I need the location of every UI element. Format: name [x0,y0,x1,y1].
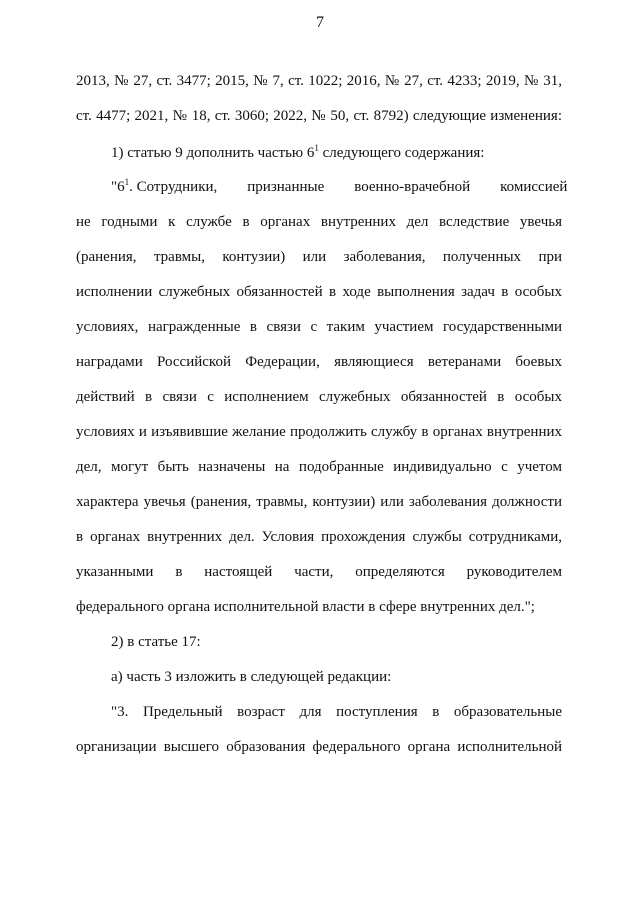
page-number: 7 [316,14,324,31]
text-line: наградами Российской Федерации, являющиеся ветеранами боевых [76,354,562,370]
text-line: указанными в настоящей части, определяются руководителем [76,564,562,580]
paragraph-item-2: 2) в статье 17: [111,634,201,650]
sub-item-a: а) часть 3 изложить в следующей редакции: [111,669,392,685]
superscript: 1 [124,177,130,187]
text-line: организации высшего образования федерального органа исполнительной [76,739,562,755]
text-line: не годными к службе в органах внутренних дел вследствие увечья [76,214,562,230]
text-line: исполнении служебных обязанностей в ходе выполнения задач в особых [76,284,562,300]
text-line: дел, могут быть назначены на подобранные индивидуально с учетом [76,459,562,475]
text-line: действий в связи с исполнением служебных обязанностей в особых [76,389,562,405]
quoted-paragraph-start [111,177,568,196]
text-line: 2013, № 27, ст. 3477; 2015, № 7, ст. 1022; 2016, № 27, ст. 4233; 2019, № 31, [76,73,562,89]
text-line: в органах внутренних дел. Условия прохождения службы сотрудниками, [76,529,562,545]
quoted-paragraph-start: "3. Предельный возраст для поступления в образовательные [111,704,562,720]
superscript: 1 [314,143,319,153]
text-fragment: "6 [111,179,125,195]
text-fragment: . Сотрудники, признанные военно-врачебной комиссией [129,179,568,195]
paragraph-item-1 [111,144,562,162]
text-line: условиях, награжденные в связи с таким участием государственными [76,319,562,335]
text-fragment: 1) статью 9 дополнить частью 6 [111,145,315,161]
text-line: ст. 4477; 2021, № 18, ст. 3060; 2022, № 50, ст. 8792) следующие изменения: [76,108,562,124]
text-line: условиях и изъявившие желание продолжить службу в органах внутренних [76,424,562,440]
text-fragment: следующего содержания: [318,145,485,161]
text-line: характера увечья (ранения, травмы, контузии) или заболевания должности [76,494,562,510]
text-line: федерального органа исполнительной власти в сфере внутренних дел."; [76,599,535,615]
text-line: (ранения, травмы, контузии) или заболевания, полученных при [76,249,562,265]
